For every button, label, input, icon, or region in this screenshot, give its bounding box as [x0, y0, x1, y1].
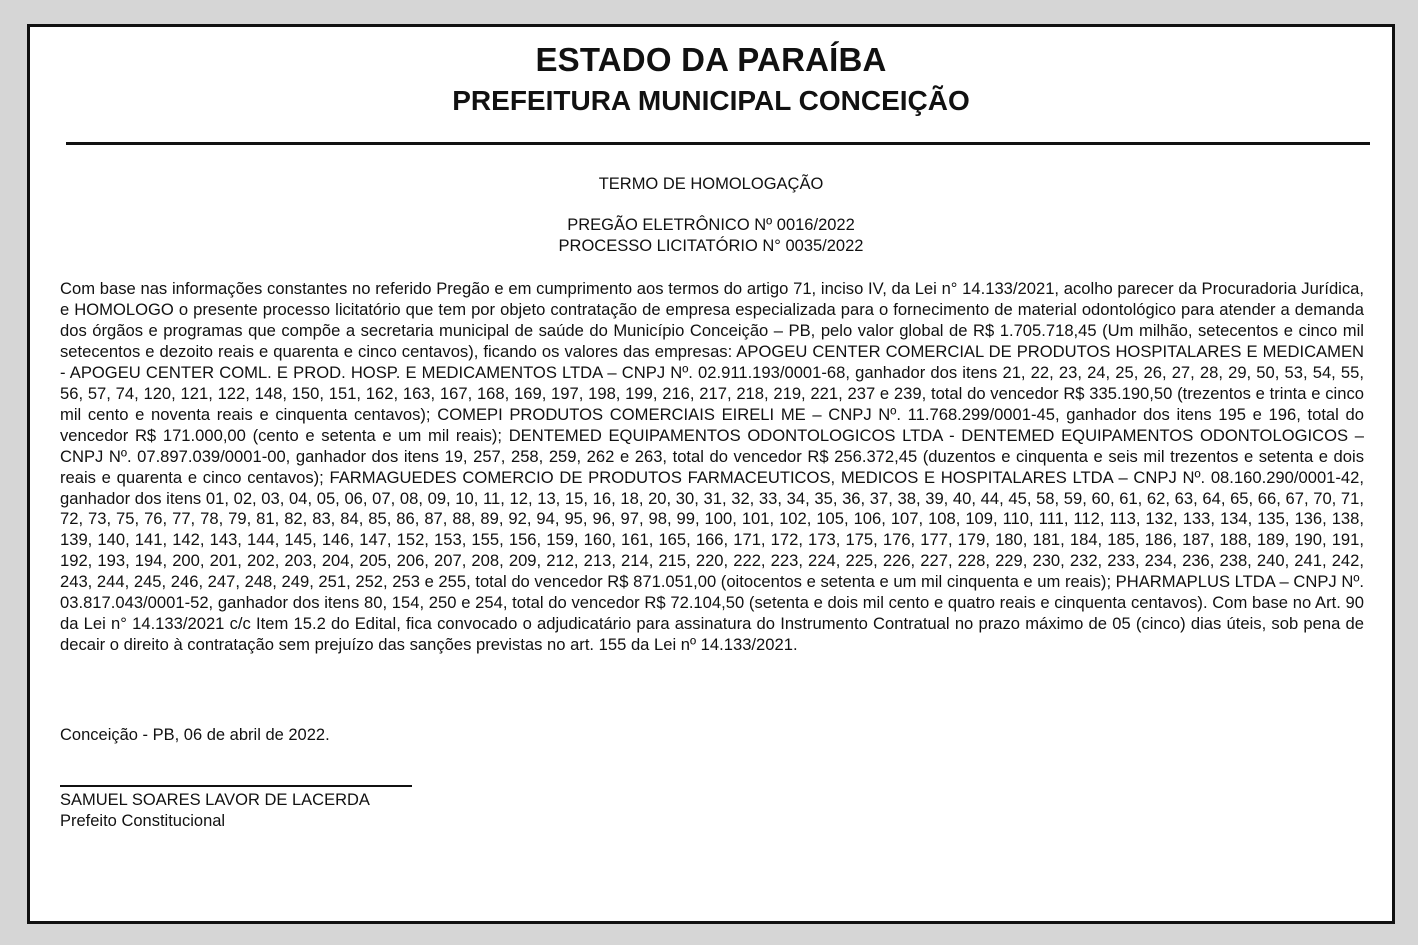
pregao-reference: PREGÃO ELETRÔNICO Nº 0016/2022 [567, 216, 855, 234]
municipality-title: PREFEITURA MUNICIPAL CONCEIÇÃO [452, 85, 970, 116]
signer-title: Prefeito Constitucional [60, 812, 226, 830]
processo-reference: PROCESSO LICITATÓRIO N° 0035/2022 [558, 237, 864, 255]
document-heading: TERMO DE HOMOLOGAÇÃO [598, 175, 824, 193]
signature-line [60, 785, 412, 787]
state-title: ESTADO DA PARAÍBA [535, 41, 887, 78]
document-frame [27, 24, 1395, 924]
header-divider [66, 142, 1370, 145]
homologation-body: Com base nas informações constantes no referido Pregão e em cumprimento aos termos do artigo 71, inciso IV, da Lei n° 14.133/2021, acolho parecer da Procuradoria Jurídica, e HOMOLOGO o presente processo licitatório que tem por objeto contratação de empresa especializada para o fornecimento de material odontológico para atender a demanda dos órgãos e programas que compõe a secretaria municipal de saúde do Município Conceição – PB, pelo valor global de R$ 1.705.718,45 (Um milhão, setecentos e cinco mil setecentos e dezoito reais e quarenta e cinco centavos), ficando os valores das empresas: APOGEU CENTER COMERCIAL DE PRODUTOS HOSPITALARES E MEDICAMEN - APOGEU CENTER COML. E PROD. HOSP. E MEDICAMENTOS LTDA – CNPJ Nº. 02.911.193/0001-68, ganhador dos itens 21, 22, 23, 24, 25, 26, 27, 28, 29, 50, 53, 54, 55, 56, 57, 74, 120, 121, 122, 148, 150, 151, 162, 163, 167, 168, 169, 197, 198, 199, 216, 217, 218, 219, 221, 237 e 239, total do vencedor R$ 335.190,50 (trezentos e trinta e cinco mil cento e noventa reais e cinquenta centavos); COMEPI PRODUTOS COMERCIAIS EIRELI ME – CNPJ Nº. 11.768.299/0001-45, ganhador dos itens 195 e 196, total do vencedor R$ 171.000,00 (cento e setenta e um mil reais); DENTEMED EQUIPAMENTOS ODONTOLOGICOS LTDA - DENTEMED EQUIPAMENTOS ODONTOLOGICOS – CNPJ Nº. 07.897.039/0001-00, ganhador dos itens 19, 257, 258, 259, 262 e 263, total do vencedor R$ 256.372,45 (duzentos e cinquenta e seis mil trezentos e setenta e dois reais e quarenta e cinco centavos); FARMAGUEDES COMERCIO DE PRODUTOS FARMACEUTICOS, MEDICOS E HOSPITALARES LTDA – CNPJ Nº. 08.160.290/0001-42, ganhador dos itens 01, 02, 03, 04, 05, 06, 07, 08, 09, 10, 11, 12, 13, 15, 16, 18, 20, 30, 31, 32, 33, 34, 35, 36, 37, 38, 39, 40, 44, 45, 58, 59, 60, 61, 62, 63, 64, 65, 66, 67, 70, 71, 72, 73, 75, 76, 77, 78, 79, 81, 82, 83, 84, 85, 86, 87, 88, 89, 92, 94, 95, 96, 97, 98, 99, 100, 101, 102, 105, 106, 107, 108, 109, 110, 111, 112, 113, 132, 133, 134, 135, 136, 138, 139, 140, 141, 142, 143, 144, 145, 146, 147, 152, 153, 155, 156, 159, 160, 161, 165, 166, 171, 172, 173, 175, 176, 177, 179, 180, 181, 184, 185, 186, 187, 188, 189, 190, 191, 192, 193, 194, 200, 201, 202, 203, 204, 205, 206, 207, 208, 209, 212, 213, 214, 215, 220, 222, 223, 224, 225, 226, 227, 228, 229, 230, 232, 233, 234, 236, 238, 240, 241, 242, 243, 244, 245, 246, 247, 248, 249, 251, 252, 253 e 255, total do vencedor R$ 871.051,00 (oitocentos e setenta e um mil cinquenta e um reais); PHARMAPLUS LTDA – CNPJ Nº. 03.817.043/0001-52, ganhador dos itens 80, 154, 250 e 254, total do vencedor R$ 72.104,50 (setenta e dois mil cento e quatro reais e cinquenta centavos). Com base no Art. 90 da Lei n° 14.133/2021 c/c Item 15.2 do Edital, fica convocado o adjudicatário para assinatura do Instrumento Contratual no prazo máximo de 05 (cinco) dias úteis, sob pena de decair o direito à contratação sem prejuízo das sanções previstas no art. 155 da Lei nº 14.133/2021. [60, 279, 1364, 655]
signer-name: SAMUEL SOARES LAVOR DE LACERDA [60, 791, 370, 809]
date-line: Conceição - PB, 06 de abril de 2022. [60, 726, 330, 744]
